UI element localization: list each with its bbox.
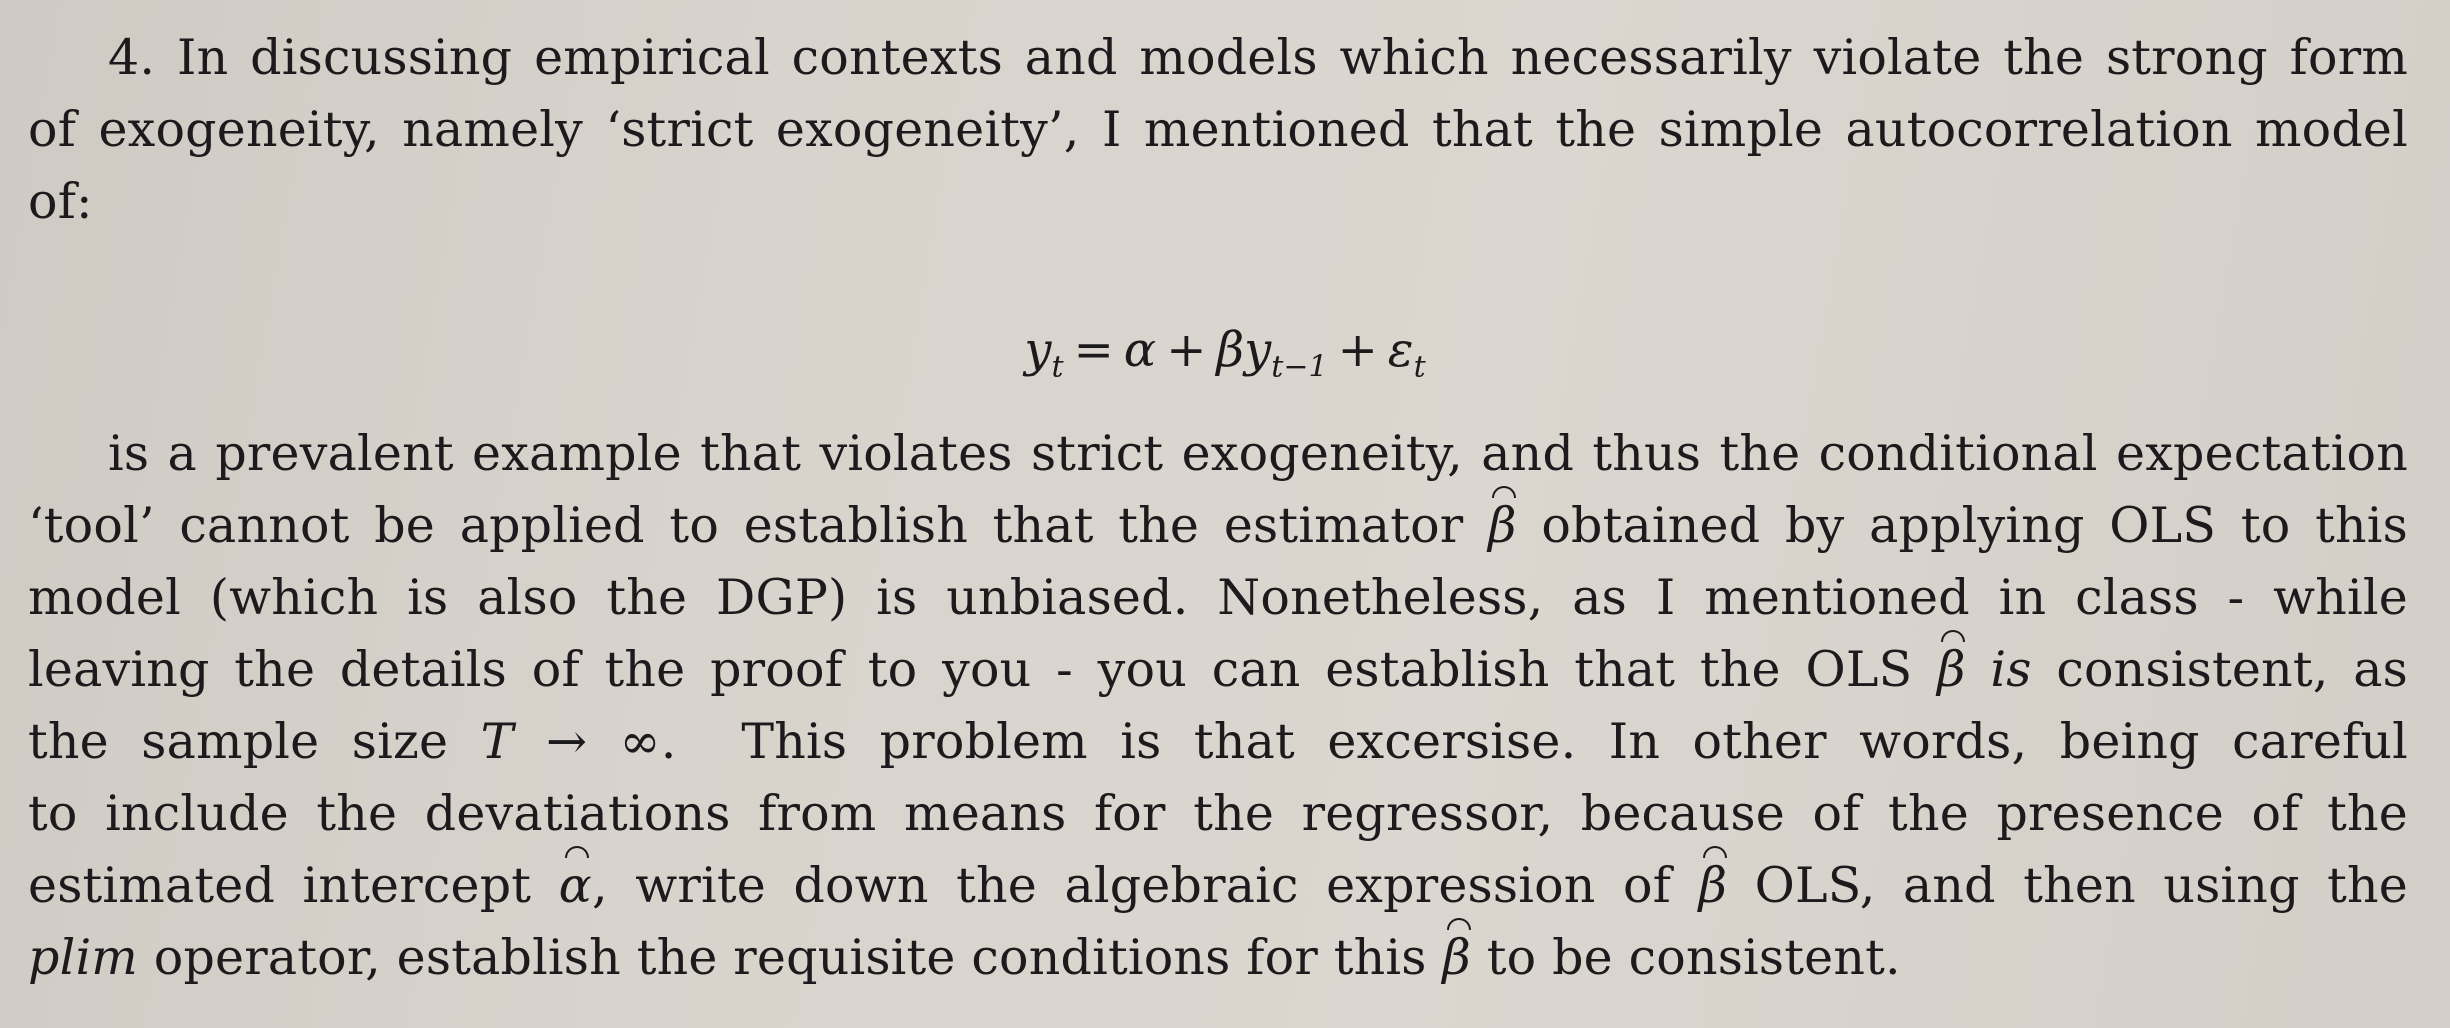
body-line-4: leaving the details of the proof to you - you can establish that the OLS β is consistent, as bbox=[28, 634, 2408, 706]
problem-number: 4. bbox=[108, 29, 156, 86]
autocorrelation-equation: $y_t = \alpha + \beta y_{t-1} + \varepsilon_t$ bbox=[1024, 322, 1426, 385]
intro-line-3: of: bbox=[28, 173, 93, 230]
body-line-6: to include the devatiations from means for the regressor, because of the presence of the bbox=[28, 785, 2408, 842]
intro-line-2: of exogeneity, namely ‘strict exogeneity’, I mentioned that the simple autocorrelation model bbox=[28, 101, 2408, 158]
beta-hat-symbol: β bbox=[1442, 922, 1471, 994]
intro-line-1: 4. In discussing empirical contexts and models which necessarily violate the strong form bbox=[108, 29, 2408, 86]
beta-hat-symbol: β bbox=[1488, 490, 1517, 562]
body-line-2: ‘tool’ cannot be applied to establish that the estimator β obtained by applying OLS to this bbox=[28, 490, 2408, 562]
body-line-3: model (which is also the DGP) is unbiased. Nonetheless, as I mentioned in class - while bbox=[28, 569, 2408, 626]
beta-hat-symbol: β bbox=[1937, 634, 1966, 706]
body-line-5: the sample size T → ∞. This problem is that excersise. In other words, being careful bbox=[28, 713, 2408, 770]
body-line-1: is a prevalent example that violates strict exogeneity, and thus the conditional expectation bbox=[108, 425, 2408, 482]
body-line-7: estimated intercept α, write down the algebraic expression of β OLS, and then using the bbox=[28, 850, 2408, 922]
problem-body bbox=[28, 418, 2408, 994]
beta-hat-symbol: β bbox=[1699, 850, 1728, 922]
problem-intro bbox=[28, 22, 2408, 238]
body-line-8: plim operator, establish the requisite conditions for this β to be consistent. bbox=[28, 922, 2408, 994]
alpha-hat-symbol: α bbox=[559, 850, 592, 922]
